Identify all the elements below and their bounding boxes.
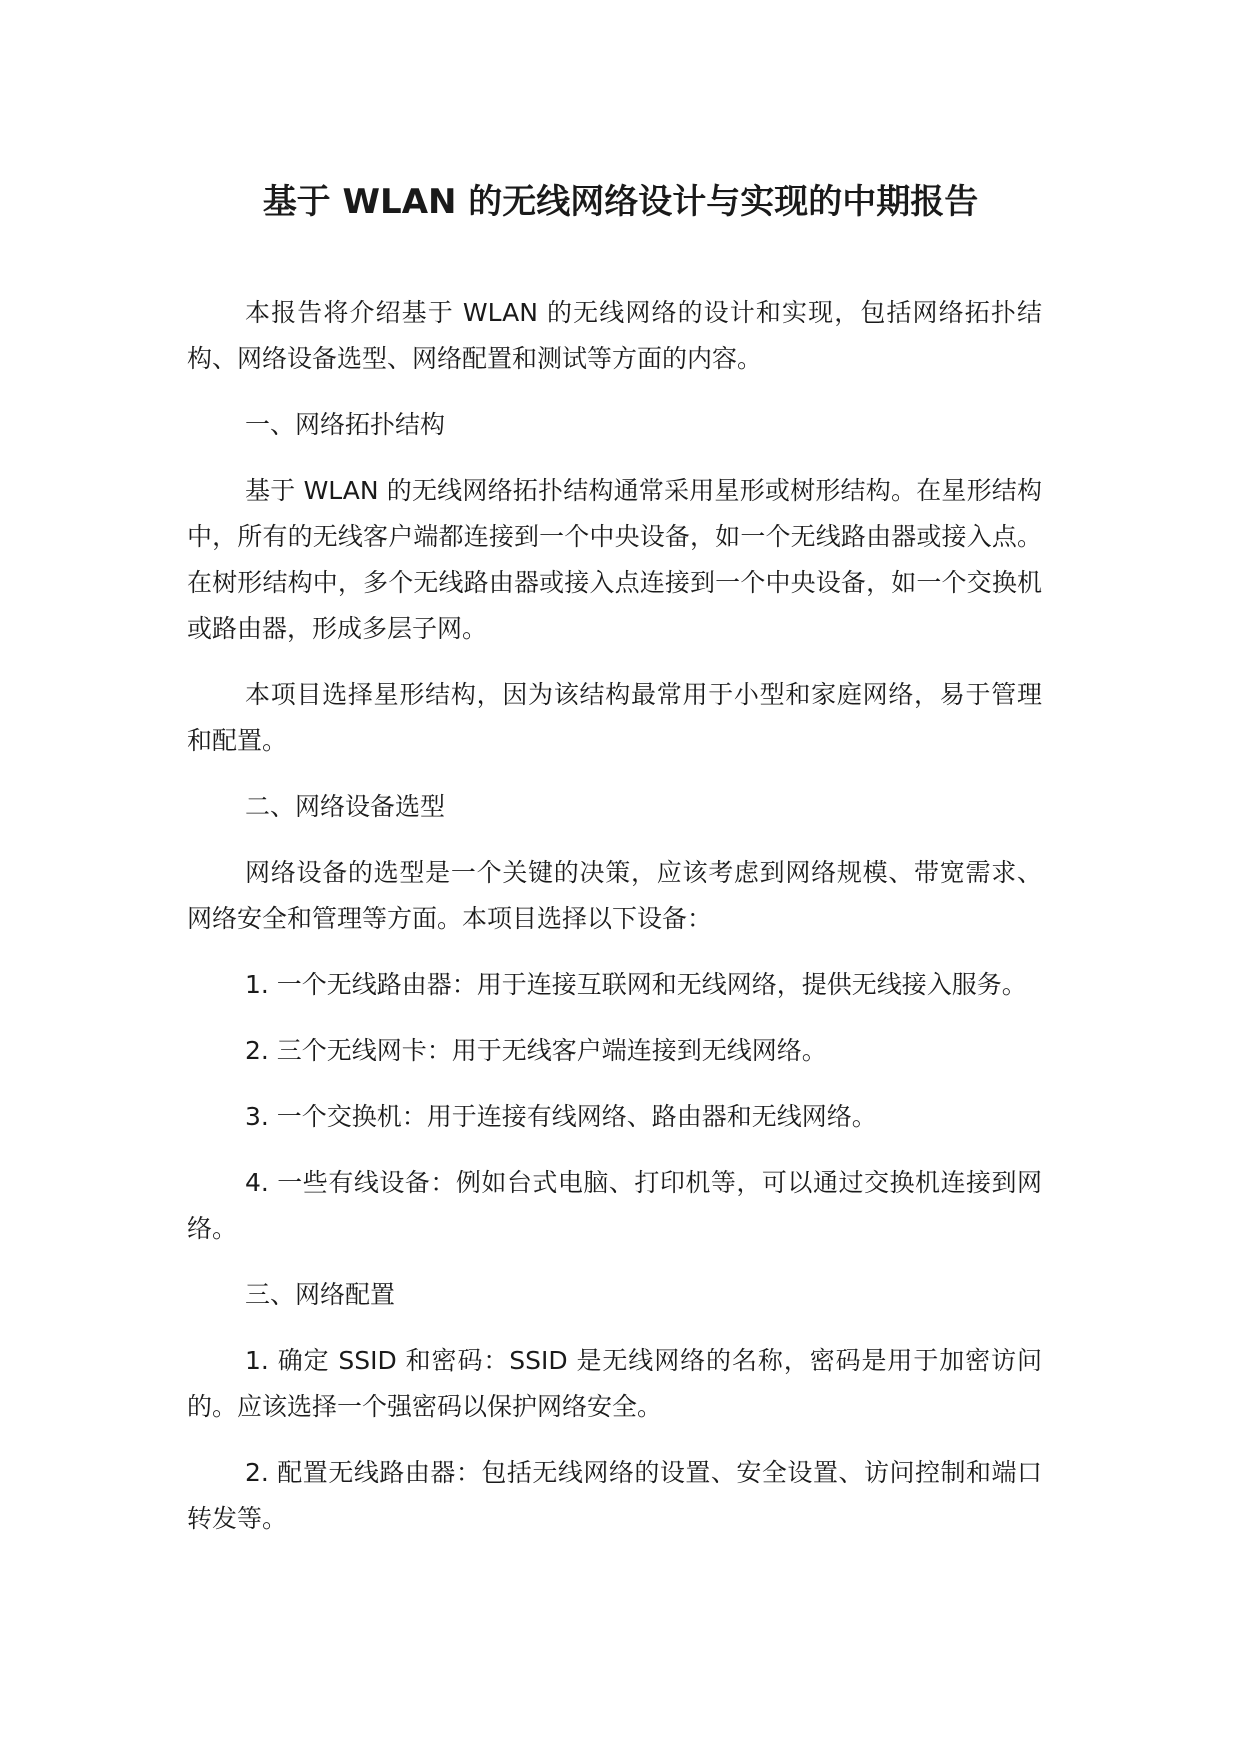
device-list-item: 2. 三个无线网卡：用于无线客户端连接到无线网络。 — [245, 1036, 827, 1065]
config-list-item: 1. 确定 SSID 和密码：SSID 是无线网络的名称，密码是用于加密访问的。应该选择一个强密码以保护网络安全。 — [187, 1346, 1042, 1421]
topology-choice-paragraph: 本项目选择星形结构，因为该结构最常用于小型和家庭网络，易于管理和配置。 — [187, 680, 1042, 755]
intro-paragraph: 本报告将介绍基于 WLAN 的无线网络的设计和实现，包括网络拓扑结构、网络设备选型、网络配置和测试等方面的内容。 — [187, 298, 1042, 373]
device-list-item: 1. 一个无线路由器：用于连接互联网和无线网络，提供无线接入服务。 — [245, 970, 1027, 999]
devices-paragraph: 网络设备的选型是一个关键的决策，应该考虑到网络规模、带宽需求、网络安全和管理等方面。本项目选择以下设备： — [187, 858, 1042, 933]
section-heading-config: 三、网络配置 — [245, 1280, 396, 1309]
section-heading-devices: 二、网络设备选型 — [245, 792, 446, 821]
document-title: 基于 WLAN 的无线网络设计与实现的中期报告 — [262, 182, 979, 222]
device-list-item: 4. 一些有线设备：例如台式电脑、打印机等，可以通过交换机连接到网络。 — [187, 1168, 1042, 1243]
section-heading-topology: 一、网络拓扑结构 — [245, 410, 446, 439]
device-list-item: 3. 一个交换机：用于连接有线网络、路由器和无线网络。 — [245, 1102, 877, 1131]
topology-paragraph: 基于 WLAN 的无线网络拓扑结构通常采用星形或树形结构。在星形结构中，所有的无线客户端都连接到一个中央设备，如一个无线路由器或接入点。在树形结构中，多个无线路由器或接入点连接到一个中央设备，如一个交换机或路由器，形成多层子网。 — [187, 476, 1042, 643]
config-list-item: 2. 配置无线路由器：包括无线网络的设置、安全设置、访问控制和端口转发等。 — [187, 1458, 1042, 1533]
document-body — [187, 290, 1042, 1562]
